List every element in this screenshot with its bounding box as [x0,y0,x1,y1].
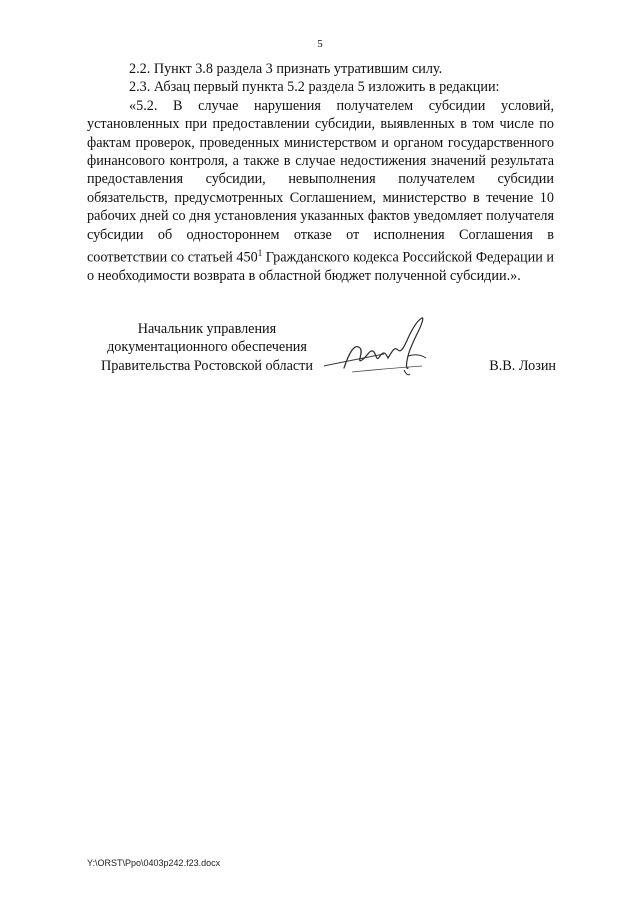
handwritten-signature-icon [322,312,442,384]
position-line-2: документационного обеспечения [107,339,307,356]
paragraph-5-2-quote [87,97,554,286]
signer-name: В.В. Лозин [489,358,556,374]
article-superscript: 1 [257,248,263,259]
footer-file-path: Y:\ORST\Ppo\0403p242.f23.docx [87,858,221,868]
signatory-position [87,320,327,375]
paragraph-2-2: 2.2. Пункт 3.8 раздела 3 признать утратившим силу. [129,61,443,77]
page-number: 5 [317,38,323,50]
position-line-1: Начальник управления [137,321,277,337]
document-body [87,60,554,286]
quote-text-tail: Гражданского кодекса Российской Федерации и о необходимости возврата в областной бюджет полученной субсидии.». [87,249,554,285]
position-line-3: Правительства Ростовской области [101,357,313,374]
signature-block [87,320,554,390]
quote-text-main: «5.2. В случае нарушения получателем субсидии условий, установленных при предоставлении субсидии, выявленных в том числе по фактам проверок, проведенных министерством и органом государственного финансового контроля, а также в случае недостижения значений результата предоставления субсидии, невыполнения получателем субсидии обязательств, предусмотренных Соглашением, министерство в течение 10 рабочих дней со дня установления указанных фактов уведомляет получателя субсидии об одностороннем отказе от исполнения Соглашения в соответствии со статьей 450 [87,97,554,266]
paragraph-2-3: 2.3. Абзац первый пункта 5.2 раздела 5 изложить в редакции: [129,79,500,96]
